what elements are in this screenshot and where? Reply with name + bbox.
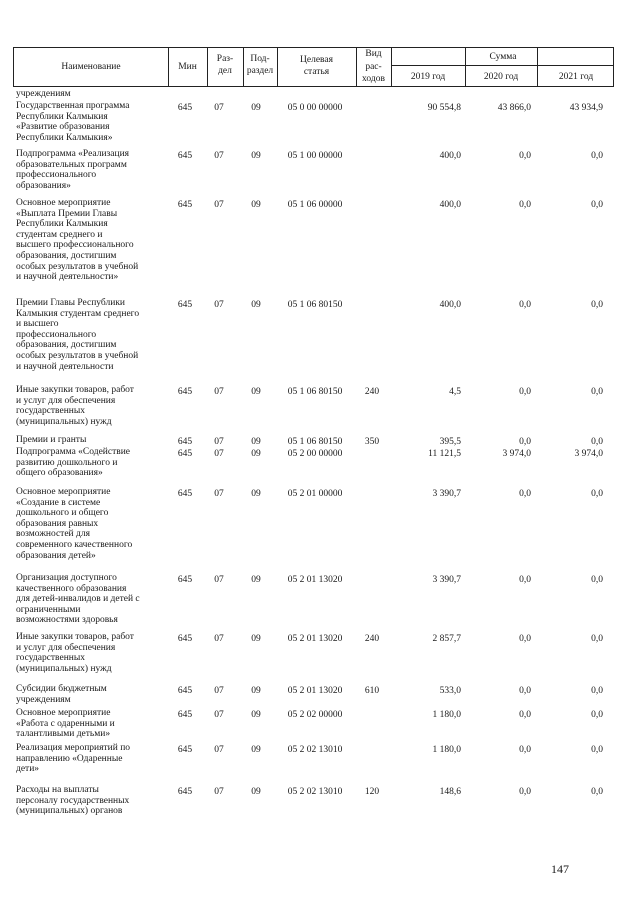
- row-sum-2021: 3 974,0: [574, 449, 603, 459]
- row-celevaya-statya: 05 2 01 13020: [287, 575, 343, 585]
- row-razdel: 07: [214, 575, 224, 585]
- row-podrazdel: 09: [251, 787, 261, 797]
- row-podrazdel: 09: [251, 103, 261, 113]
- row-podrazdel: 09: [251, 489, 261, 499]
- row-min: 645: [177, 387, 193, 397]
- row-celevaya-statya: 05 2 01 13020: [287, 686, 343, 696]
- row-name: Основное мероприятие «Работа с одаренными и талантливыми детьми»: [16, 708, 115, 740]
- row-sum-2019: 533,0: [439, 686, 461, 696]
- row-razdel: 07: [214, 300, 224, 310]
- row-sum-2021: 0,0: [591, 634, 603, 644]
- row-podrazdel: 09: [251, 575, 261, 585]
- row-sum-2020: 0,0: [519, 489, 531, 499]
- row-razdel: 07: [214, 200, 224, 210]
- row-sum-2021: 0,0: [591, 387, 603, 397]
- row-razdel: 07: [214, 437, 224, 447]
- row-min: 645: [177, 489, 193, 499]
- row-razdel: 07: [214, 686, 224, 696]
- row-sum-2020: 3 974,0: [502, 449, 531, 459]
- header-2020: 2020 год: [483, 72, 519, 82]
- row-name: Иные закупки товаров, работ и услуг для обеспечения государственных (муниципальных) нужд: [16, 632, 134, 674]
- row-sum-2021: 0,0: [591, 575, 603, 585]
- row-name: Премии Главы Республики Калмыкия студентам среднего и высшего профессионального образования, достигшим особых результатов в учебной и научной деятельности: [16, 298, 140, 372]
- row-sum-2021: 0,0: [591, 710, 603, 720]
- row-sum-2020: 0,0: [519, 634, 531, 644]
- row-podrazdel: 09: [251, 151, 261, 161]
- row-sum-2019: 90 554,8: [427, 103, 461, 113]
- row-vid-rashodov: 610: [364, 686, 380, 696]
- row-name: Подпрограмма «Содействие развитию дошкольного и общего образования»: [16, 447, 131, 479]
- header-vid-rashodov: Вид рас- ходов: [362, 49, 385, 84]
- row-min: 645: [177, 575, 193, 585]
- row-sum-2020: 0,0: [519, 686, 531, 696]
- row-razdel: 07: [214, 745, 224, 755]
- row-sum-2021: 0,0: [591, 787, 603, 797]
- row-podrazdel: 09: [251, 437, 261, 447]
- row-name: Расходы на выплаты персоналу государственных (муниципальных) органов: [16, 785, 130, 817]
- row-name: Премии и гранты: [16, 435, 87, 445]
- row-sum-2021: 0,0: [591, 686, 603, 696]
- row-name: Подпрограмма «Реализация образовательных программ профессионального образования»: [16, 149, 130, 191]
- row-podrazdel: 09: [251, 745, 261, 755]
- header-celevaya: Целевая статья: [300, 55, 333, 77]
- row-podrazdel: 09: [251, 686, 261, 696]
- table-header: [13, 47, 614, 87]
- row-celevaya-statya: 05 2 02 13010: [287, 787, 343, 797]
- row-sum-2020: 0,0: [519, 710, 531, 720]
- row-name: Организация доступного качественного образования для детей-инвалидов и детей с ограниченными возможностями здоровья: [16, 573, 140, 626]
- header-name: Наименование: [61, 62, 121, 72]
- row-sum-2021: 0,0: [591, 200, 603, 210]
- row-sum-2019: 148,6: [439, 787, 461, 797]
- row-sum-2021: 0,0: [591, 745, 603, 755]
- row-celevaya-statya: 05 2 00 00000: [287, 449, 343, 459]
- row-podrazdel: 09: [251, 634, 261, 644]
- row-sum-2021: 0,0: [591, 151, 603, 161]
- row-razdel: 07: [214, 151, 224, 161]
- row-sum-2020: 0,0: [519, 745, 531, 755]
- row-sum-2020: 0,0: [519, 200, 531, 210]
- row-name: учреждениям: [16, 89, 71, 99]
- row-sum-2020: 0,0: [519, 151, 531, 161]
- row-celevaya-statya: 05 1 06 00000: [287, 200, 343, 210]
- row-celevaya-statya: 05 0 00 00000: [287, 103, 343, 113]
- row-celevaya-statya: 05 2 02 00000: [287, 710, 343, 720]
- row-sum-2020: 0,0: [519, 575, 531, 585]
- row-name: Иные закупки товаров, работ и услуг для обеспечения государственных (муниципальных) нужд: [16, 385, 134, 427]
- row-podrazdel: 09: [251, 449, 261, 459]
- row-celevaya-statya: 05 1 06 80150: [287, 387, 343, 397]
- row-name: Субсидии бюджетным учреждениям: [16, 684, 107, 705]
- row-sum-2019: 400,0: [439, 200, 461, 210]
- row-sum-2019: 400,0: [439, 151, 461, 161]
- row-razdel: 07: [214, 489, 224, 499]
- row-sum-2019: 1 180,0: [432, 745, 461, 755]
- row-vid-rashodov: 240: [364, 387, 380, 397]
- header-summa: Сумма: [489, 52, 517, 62]
- row-razdel: 07: [214, 449, 224, 459]
- row-razdel: 07: [214, 387, 224, 397]
- row-sum-2021: 43 934,9: [569, 103, 603, 113]
- row-celevaya-statya: 05 1 06 80150: [287, 300, 343, 310]
- row-sum-2021: 0,0: [591, 437, 603, 447]
- row-celevaya-statya: 05 1 06 80150: [287, 437, 343, 447]
- row-sum-2019: 395,5: [439, 437, 461, 447]
- row-podrazdel: 09: [251, 200, 261, 210]
- row-name: Основное мероприятие «Создание в системе дошкольного и общего образования равных возможностей для современного качественного образования детей»: [16, 487, 133, 561]
- row-min: 645: [177, 634, 193, 644]
- header-min: Мин: [178, 62, 197, 72]
- row-vid-rashodov: 120: [364, 787, 380, 797]
- row-razdel: 07: [214, 634, 224, 644]
- row-celevaya-statya: 05 1 00 00000: [287, 151, 343, 161]
- row-min: 645: [177, 103, 193, 113]
- row-sum-2021: 0,0: [591, 489, 603, 499]
- row-celevaya-statya: 05 2 02 13010: [287, 745, 343, 755]
- row-min: 645: [177, 745, 193, 755]
- header-razdel: Раз- дел: [216, 54, 234, 76]
- row-sum-2019: 3 390,7: [432, 489, 461, 499]
- row-min: 645: [177, 151, 193, 161]
- row-razdel: 07: [214, 710, 224, 720]
- row-razdel: 07: [214, 787, 224, 797]
- page-number: 147: [551, 862, 569, 876]
- row-podrazdel: 09: [251, 710, 261, 720]
- row-celevaya-statya: 05 2 01 00000: [287, 489, 343, 499]
- row-sum-2019: 1 180,0: [432, 710, 461, 720]
- row-podrazdel: 09: [251, 387, 261, 397]
- row-min: 645: [177, 200, 193, 210]
- row-sum-2019: 2 857,7: [432, 634, 461, 644]
- row-min: 645: [177, 437, 193, 447]
- row-min: 645: [177, 710, 193, 720]
- row-name: Государственная программа Республики Калмыкия «Развитие образования Республики Калмыкия»: [16, 101, 130, 143]
- row-sum-2020: 0,0: [519, 437, 531, 447]
- header-podrazdel: Под- раздел: [246, 54, 274, 76]
- row-sum-2019: 400,0: [439, 300, 461, 310]
- row-sum-2020: 0,0: [519, 387, 531, 397]
- header-2021: 2021 год: [558, 72, 594, 82]
- row-celevaya-statya: 05 2 01 13020: [287, 634, 343, 644]
- row-sum-2019: 4,5: [449, 387, 461, 397]
- row-sum-2020: 0,0: [519, 787, 531, 797]
- row-sum-2019: 3 390,7: [432, 575, 461, 585]
- row-vid-rashodov: 350: [364, 437, 380, 447]
- row-sum-2019: 11 121,5: [428, 449, 461, 459]
- row-sum-2020: 43 866,0: [497, 103, 531, 113]
- row-sum-2020: 0,0: [519, 300, 531, 310]
- row-min: 645: [177, 449, 193, 459]
- row-min: 645: [177, 787, 193, 797]
- row-razdel: 07: [214, 103, 224, 113]
- header-2019: 2019 год: [410, 72, 446, 82]
- row-podrazdel: 09: [251, 300, 261, 310]
- row-min: 645: [177, 300, 193, 310]
- row-sum-2021: 0,0: [591, 300, 603, 310]
- row-min: 645: [177, 686, 193, 696]
- row-name: Основное мероприятие «Выплата Премии Главы Республики Калмыкия студентам среднего и высшего профессионального образования, достигшим особых результатов в учебной и научной деятельности»: [16, 198, 139, 283]
- row-name: Реализация мероприятий по направлению «Одаренные дети»: [16, 743, 131, 775]
- row-vid-rashodov: 240: [364, 634, 380, 644]
